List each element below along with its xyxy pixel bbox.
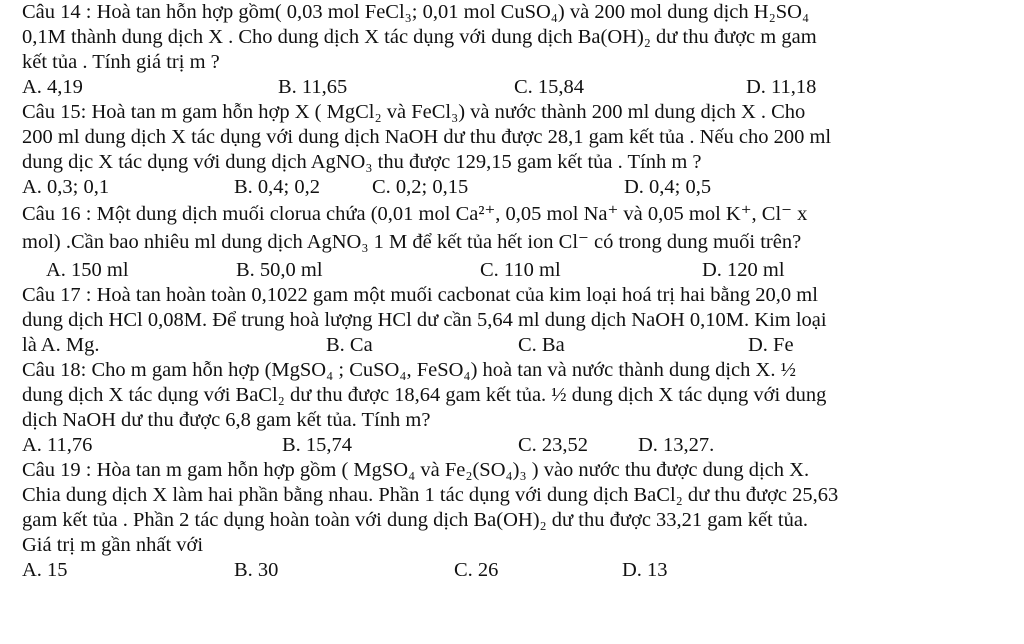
question-line: 200 ml dung dịch X tác dụng với dung dịch NaOH dư thu được 28,1 gam kết tủa . Nếu cho 200 ml	[22, 126, 832, 148]
option-a[interactable]: là A. Mg.	[22, 334, 100, 356]
option-a[interactable]: A. 15	[22, 559, 68, 581]
question-line: Chia dung dịch X làm hai phần bằng nhau. Phần 1 tác dụng với dung dịch BaCl₂ dư thu được 25,63	[22, 484, 839, 506]
option-c[interactable]: C. Ba	[518, 334, 565, 356]
question-line: dung dịc X tác dụng với dung dịch AgNO₃ thu được 129,15 gam kết tủa . Tính m ?	[22, 151, 702, 173]
option-d[interactable]: D. 13,27.	[638, 434, 715, 456]
question-line: dung dịch X tác dụng với BaCl₂ dư thu được 18,64 gam kết tủa. ½ dung dịch X tác dụng với dung	[22, 384, 827, 406]
option-b[interactable]: B. 0,4; 0,2	[234, 176, 320, 198]
question-line: kết tủa . Tính giá trị m ?	[22, 51, 220, 73]
answer-options	[22, 175, 1016, 200]
option-a[interactable]: A. 0,3; 0,1	[22, 176, 110, 198]
question-line: Câu 18: Cho m gam hỗn hợp (MgSO₄ ; CuSO₄, FeSO₄) hoà tan và nước thành dung dịch X. ½	[22, 359, 796, 381]
option-c[interactable]: C. 15,84	[514, 76, 585, 98]
question-line: gam kết tủa . Phần 2 tác dụng hoàn toàn với dung dịch Ba(OH)₂ dư thu được 33,21 gam kết tủa.	[22, 509, 809, 531]
option-b[interactable]: B. 15,74	[282, 434, 353, 456]
question-line: Câu 14 : Hoà tan hỗn hợp gồm( 0,03 mol FeCl₃; 0,01 mol CuSO₄) và 200 mol dung dịch H₂SO₄	[22, 1, 810, 23]
question-19	[22, 458, 1016, 583]
option-c[interactable]: C. 110 ml	[480, 259, 561, 281]
option-d[interactable]: D. 13	[622, 559, 668, 581]
question-line: Giá trị m gần nhất với	[22, 534, 204, 556]
option-d[interactable]: D. 11,18	[746, 76, 817, 98]
option-b[interactable]: B. Ca	[326, 334, 373, 356]
answer-options	[22, 258, 1016, 283]
option-b[interactable]: B. 30	[234, 559, 279, 581]
answer-options	[22, 333, 1016, 358]
question-line: dung dịch HCl 0,08M. Để trung hoà lượng HCl dư cần 5,64 ml dung dịch NaOH 0,10M. Kim loại	[22, 309, 827, 331]
option-a[interactable]: A. 11,76	[22, 434, 93, 456]
option-a[interactable]: A. 150 ml	[46, 259, 129, 281]
question-line: Câu 15: Hoà tan m gam hỗn hợp X ( MgCl₂ và FeCl₃) và nước thành 200 ml dung dịch X . Cho	[22, 101, 806, 123]
question-16	[22, 200, 1016, 283]
option-c[interactable]: C. 23,52	[518, 434, 589, 456]
answer-options	[22, 75, 1016, 100]
question-15	[22, 100, 1016, 200]
question-line: mol) .Cần bao nhiêu ml dung dịch AgNO₃ 1 M để kết tủa hết ion Cl⁻ có trong dung muối trên?	[22, 231, 802, 253]
question-line: Câu 16 : Một dung dịch muối clorua chứa (0,01 mol Ca²⁺, 0,05 mol Na⁺ và 0,05 mol K⁺, Cl⁻ x	[22, 203, 808, 225]
question-line: dịch NaOH dư thu được 6,8 gam kết tủa. Tính m?	[22, 409, 431, 431]
option-b[interactable]: B. 11,65	[278, 76, 348, 98]
option-a[interactable]: A. 4,19	[22, 76, 83, 98]
question-14	[22, 0, 1016, 100]
option-c[interactable]: C. 26	[454, 559, 499, 581]
question-line: Câu 19 : Hòa tan m gam hỗn hợp gồm ( MgSO₄ và Fe₂(SO₄)₃ ) vào nước thu được dung dịch X.	[22, 459, 810, 481]
option-c[interactable]: C. 0,2; 0,15	[372, 176, 469, 198]
answer-options	[22, 558, 1016, 583]
question-17	[22, 283, 1016, 358]
question-line: 0,1M thành dung dịch X . Cho dung dịch X tác dụng với dung dịch Ba(OH)₂ dư thu được m gam	[22, 26, 817, 48]
option-b[interactable]: B. 50,0 ml	[236, 259, 323, 281]
question-18	[22, 358, 1016, 458]
option-d[interactable]: D. Fe	[748, 334, 794, 356]
answer-options	[22, 433, 1016, 458]
question-line: Câu 17 : Hoà tan hoàn toàn 0,1022 gam một muối cacbonat của kim loại hoá trị hai bằng 20,0 ml	[22, 284, 818, 306]
option-d[interactable]: D. 120 ml	[702, 259, 785, 281]
option-d[interactable]: D. 0,4; 0,5	[624, 176, 712, 198]
